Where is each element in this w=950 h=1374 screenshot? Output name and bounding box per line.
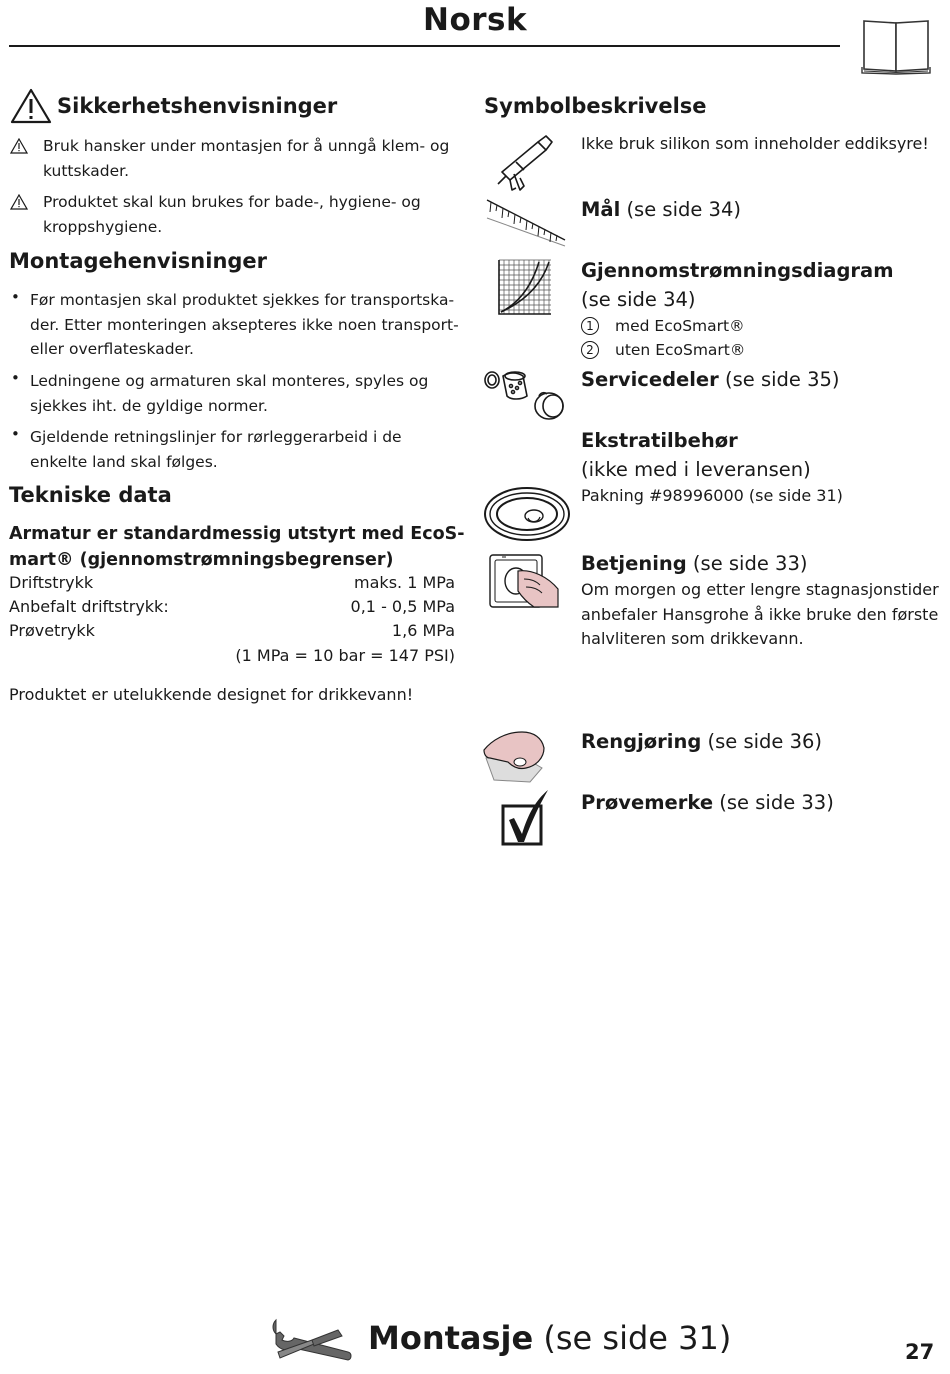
cleaning-label: Rengjøring [581, 730, 702, 753]
operation-line-3: halvliteren som drikkevann. [581, 629, 804, 648]
mounting-item-3 [0, 425, 470, 474]
mounting-heading: Montagehenvisninger [9, 249, 268, 273]
flow-title: Gjennomstrømningsdiagram [581, 259, 894, 282]
small-warning-icon [10, 194, 28, 210]
wrench-screwdriver-icon [268, 1310, 354, 1366]
tech-row-operating-pressure [9, 573, 455, 592]
symbols-heading: Symbolbeskrivelse [484, 94, 707, 118]
safety-item-2-line-2: kroppshygiene. [43, 217, 163, 236]
operation-ref: (se side 33) [686, 552, 808, 575]
tech-row-value: 1,6 MPa [391, 621, 455, 640]
accessories-detail: Pakning #98996000 (se side 31) [581, 486, 843, 505]
drinking-water-note: Produktet er utelukkende designet for drikkevann! [9, 685, 414, 704]
accessories-title: Ekstratilbehør [581, 429, 738, 452]
tech-conversion: (1 MPa = 10 bar = 147 PSI) [235, 646, 455, 665]
flow-block [581, 256, 894, 362]
tech-row-test-pressure [9, 621, 455, 640]
tech-row-recommended-pressure [9, 597, 455, 616]
mounting-item-1-line-1: Før montasjen skal produktet sjekkes for transportska- [30, 291, 455, 309]
gasket-icon [482, 485, 572, 543]
technical-subheading-line-1: Armatur er standardmessig utstyrt med EcoS- [9, 524, 465, 544]
service-parts-icon [483, 366, 569, 422]
assembly-label: Montasje [368, 1319, 534, 1357]
tech-row-label: Driftstrykk [9, 573, 94, 592]
technical-subheading [9, 521, 465, 573]
flow-diagram-icon [497, 258, 553, 316]
warning-icon [10, 88, 52, 124]
header-rule [9, 45, 840, 47]
mounting-item-2-line-2: sjekkes iht. de gyldige normer. [30, 396, 268, 415]
operation-block [581, 549, 939, 652]
safety-heading: Sikkerhetshenvisninger [57, 94, 338, 118]
dimensions-label: Mål [581, 198, 621, 221]
mounting-item-3-line-2: enkelte land skal følges. [30, 452, 218, 471]
service-label: Servicedeler [581, 368, 719, 391]
dimensions-title [581, 195, 741, 224]
cleaning-ref: (se side 36) [701, 730, 823, 753]
safety-item-2-line-1: Produktet skal kun brukes for bade-, hygiene- og [43, 193, 421, 211]
safety-item-2 [0, 190, 470, 239]
test-mark-checkbox-icon [500, 788, 552, 846]
assembly-ref: (se side 31) [533, 1319, 732, 1357]
flow-item-2-text: uten EcoSmart® [615, 341, 746, 359]
assembly-title [368, 1319, 731, 1357]
cleaning-hand-icon [482, 728, 548, 784]
dimensions-ref: (se side 34) [620, 198, 741, 221]
service-ref: (se side 35) [718, 368, 840, 391]
mounting-item-3-line-1: Gjeldende retningslinjer for rørleggerarbeid i de [30, 428, 402, 446]
safety-item-1 [0, 134, 470, 183]
page-number: 27 [905, 1340, 935, 1364]
flow-item-1 [581, 314, 894, 338]
flow-item-1-text: med EcoSmart® [615, 317, 745, 335]
book-icon [861, 17, 931, 75]
technical-heading: Tekniske data [9, 483, 172, 507]
mounting-item-1-line-3: eller overflateskader. [30, 340, 194, 358]
small-warning-icon [10, 138, 28, 154]
mounting-item-2 [0, 369, 470, 418]
tech-row-label: Anbefalt driftstrykk: [9, 597, 169, 616]
safety-item-1-line-1: Bruk hansker under montasjen for å unngå klem- og [43, 137, 450, 155]
circled-number-2: 2 [581, 341, 599, 359]
technical-subheading-line-2: mart® (gjennomstrømningsbegrenser) [9, 550, 394, 570]
flow-item-2 [581, 338, 894, 362]
test-mark-ref: (se side 33) [713, 791, 834, 814]
safety-item-1-line-2: kuttskader. [43, 161, 130, 180]
flow-ref: (se side 34) [581, 288, 696, 311]
service-title [581, 365, 840, 394]
mounting-item-1 [0, 288, 470, 362]
bullet: • [11, 288, 20, 306]
page-language-title: Norsk [423, 2, 528, 38]
accessories-sub: (ikke med i leveransen) [581, 458, 811, 481]
circled-number-1: 1 [581, 317, 599, 335]
mounting-item-1-line-2: der. Etter monteringen aksepteres ikke noen transport- [30, 315, 459, 334]
silicone-warning-text: Ikke bruk silikon som inneholder eddiksyre! [581, 134, 929, 153]
tech-row-value: maks. 1 MPa [354, 573, 455, 592]
silicone-gun-icon [494, 134, 556, 194]
operation-line-2: anbefaler Hansgrohe å ikke bruke den første [581, 604, 939, 624]
mounting-item-2-line-1: Ledningene og armaturen skal monteres, spyles og [30, 372, 429, 390]
tech-row-value: 0,1 - 0,5 MPa [350, 597, 455, 616]
cleaning-title [581, 727, 822, 756]
bullet: • [11, 369, 20, 387]
ruler-icon [485, 196, 567, 248]
test-mark-label: Prøvemerke [581, 791, 714, 814]
operation-line-1: Om morgen og etter lengre stagnasjonstider [581, 580, 939, 599]
tech-row-label: Prøvetrykk [9, 621, 95, 640]
accessories-block [581, 426, 843, 508]
operation-label: Betjening [581, 552, 687, 575]
bullet: • [11, 425, 20, 443]
faucet-handle-icon [488, 549, 562, 611]
test-mark-title [581, 788, 834, 817]
